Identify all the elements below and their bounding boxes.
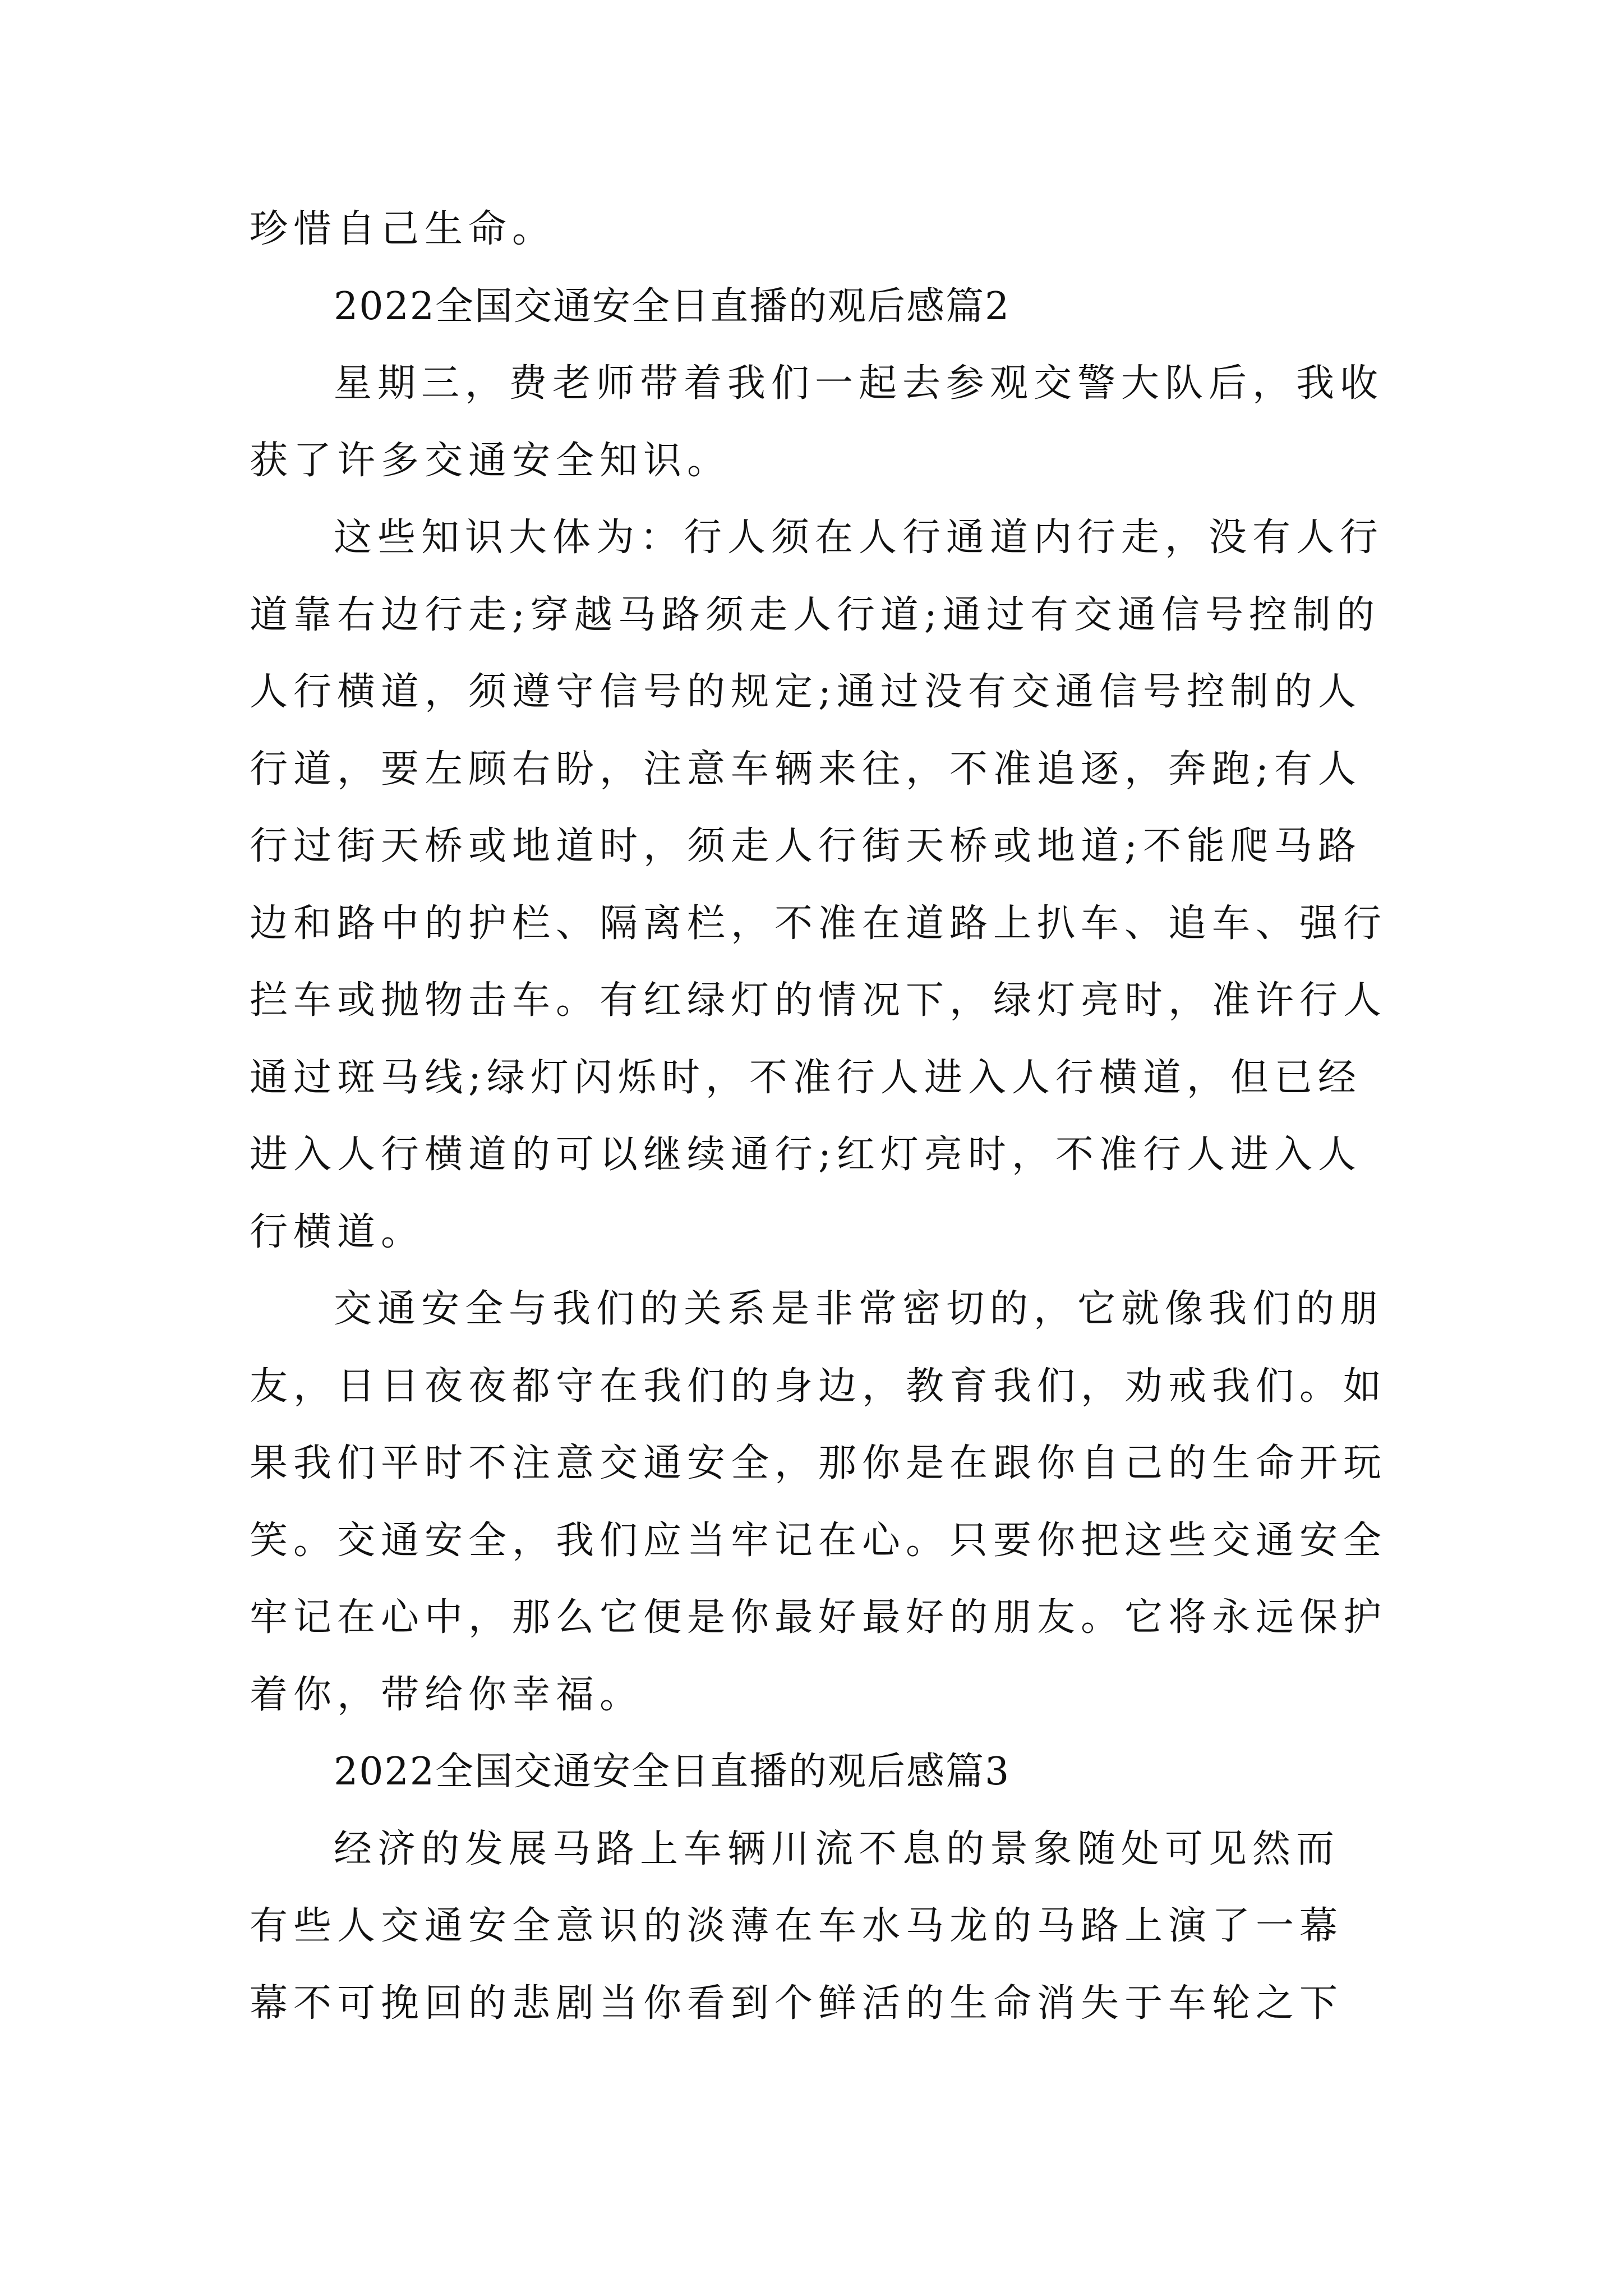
section-heading: 2022全国交通安全日直播的观后感篇3 xyxy=(334,1750,1011,1794)
text-line: 人行横道，须遵守信号的规定;通过没有交通信号控制的人 xyxy=(250,670,1362,714)
text-line: 友，日日夜夜都守在我们的身边，教育我们，劝戒我们。如 xyxy=(250,1364,1387,1409)
text-line: 拦车或抛物击车。有红绿灯的情况下，绿灯亮时，准许行人 xyxy=(250,978,1387,1023)
section-heading: 2022全国交通安全日直播的观后感篇2 xyxy=(334,284,1011,329)
text-line: 着你，带给你幸福。 xyxy=(250,1672,644,1717)
text-line: 有些人交通安全意识的淡薄在车水马龙的马路上演了一幕 xyxy=(250,1904,1344,1948)
text-line: 道靠右边行走;穿越马路须走人行道;通过有交通信号控制的 xyxy=(250,592,1380,637)
text-line: 交通安全与我们的关系是非常密切的，它就像我们的朋 xyxy=(334,1287,1384,1331)
text-line: 果我们平时不注意交通安全，那你是在跟你自己的生命开玩 xyxy=(250,1441,1387,1485)
text-line: 边和路中的护栏、隔离栏，不准在道路上扒车、追车、强行 xyxy=(250,901,1387,946)
text-line: 经济的发展马路上车辆川流不息的景象随处可见然而 xyxy=(334,1826,1340,1871)
text-line: 获了许多交通安全知识。 xyxy=(250,438,731,483)
text-line: 行过街天桥或地道时，须走人行街天桥或地道;不能爬马路 xyxy=(250,824,1362,868)
text-line: 星期三，费老师带着我们一起去参观交警大队后，我收 xyxy=(334,361,1384,406)
text-line: 通过斑马线;绿灯闪烁时，不准行人进入人行横道，但已经 xyxy=(250,1055,1362,1100)
text-line: 行横道。 xyxy=(250,1209,425,1254)
document-body xyxy=(250,191,1388,2042)
text-line: 进入人行横道的可以继续通行;红灯亮时，不准行人进入人 xyxy=(250,1133,1362,1177)
text-line: 笑。交通安全，我们应当牢记在心。只要你把这些交通安全 xyxy=(250,1518,1387,1563)
text-line: 行道，要左顾右盼，注意车辆来往，不准追逐，奔跑;有人 xyxy=(250,747,1362,792)
text-line: 珍惜自己生命。 xyxy=(250,207,556,251)
text-line: 这些知识大体为：行人须在人行通道内行走，没有人行 xyxy=(334,516,1384,560)
text-line: 牢记在心中，那么它便是你最好最好的朋友。它将永远保护 xyxy=(250,1595,1387,1640)
text-line: 幕不可挽回的悲剧当你看到个鲜活的生命消失于车轮之下 xyxy=(250,1981,1344,2026)
